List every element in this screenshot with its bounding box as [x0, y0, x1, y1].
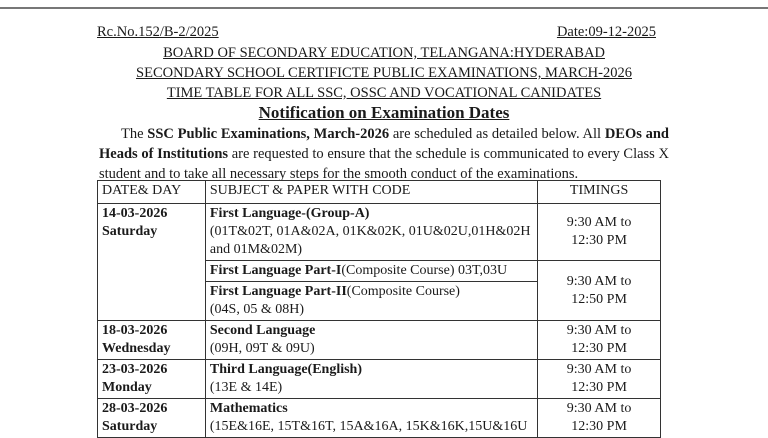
timing-cell: 9:30 AM to 12:30 PM [538, 204, 661, 261]
timing-cell: 9:30 AM to 12:30 PM [538, 321, 661, 360]
para-text: are scheduled as detailed below. All [389, 126, 605, 142]
page-title: Notification on Examination Dates [258, 103, 510, 122]
subject-cell: Second Language (09H, 09T & 09U) [205, 321, 537, 360]
subject-cell: Mathematics (15E&16E, 15T&16T, 15A&16A, 15K&16K,15U&16U [205, 399, 537, 438]
para-text: are requested to ensure that the schedule is communicated to every Class X student and to take all necessary steps for the smooth conduct of the examinations. [99, 146, 669, 182]
top-divider [0, 7, 768, 9]
heading-board: BOARD OF SECONDARY EDUCATION, TELANGANA:HYDERABAD [163, 45, 605, 61]
date-cell: 18-03-2026 Wednesday [98, 321, 206, 360]
timing-cell: 9:30 AM to 12:30 PM [538, 399, 661, 438]
timing-cell: 9:30 AM to 12:30 PM [538, 360, 661, 399]
date-cell: 14-03-2026 Saturday [98, 204, 206, 321]
table-row [98, 204, 661, 261]
para-text: The [121, 126, 148, 142]
subject-cell: First Language Part-II(Composite Course) (04S, 05 & 08H) [205, 282, 537, 321]
col-date: DATE& DAY [98, 181, 206, 204]
date-cell: 28-03-2026 Saturday [98, 399, 206, 438]
table-row [98, 360, 661, 399]
subject-cell: Third Language(English) (13E & 14E) [205, 360, 537, 399]
intro-paragraph [99, 124, 669, 184]
heading-timetable: TIME TABLE FOR ALL SSC, OSSC AND VOCATIONAL CANIDATES [166, 85, 602, 101]
table-header [98, 181, 661, 204]
para-bold: DEOs and Heads of Institutions [99, 126, 670, 162]
timing-cell: 9:30 AM to 12:50 PM [538, 261, 661, 321]
date-cell: 23-03-2026 Monday [98, 360, 206, 399]
notice-date: Date:09-12-2025 [556, 24, 656, 40]
heading-exam: SECONDARY SCHOOL CERTIFICTE PUBLIC EXAMINATIONS, MARCH-2026 [136, 65, 632, 81]
reference-number: Rc.No.152/B-2/2025 [97, 24, 219, 40]
table-row [98, 321, 661, 360]
subject-cell: First Language-(Group-A) (01T&02T, 01A&02A, 01K&02K, 01U&02U,01H&02H and 01M&02M) [205, 204, 537, 261]
para-bold: SSC Public Examinations, March-2026 [147, 126, 390, 142]
col-subject: SUBJECT & PAPER WITH CODE [205, 181, 537, 204]
subject-cell: First Language Part-I(Composite Course) 03T,03U [205, 261, 537, 282]
col-timings: TIMINGS [538, 181, 661, 204]
timetable [97, 180, 661, 438]
